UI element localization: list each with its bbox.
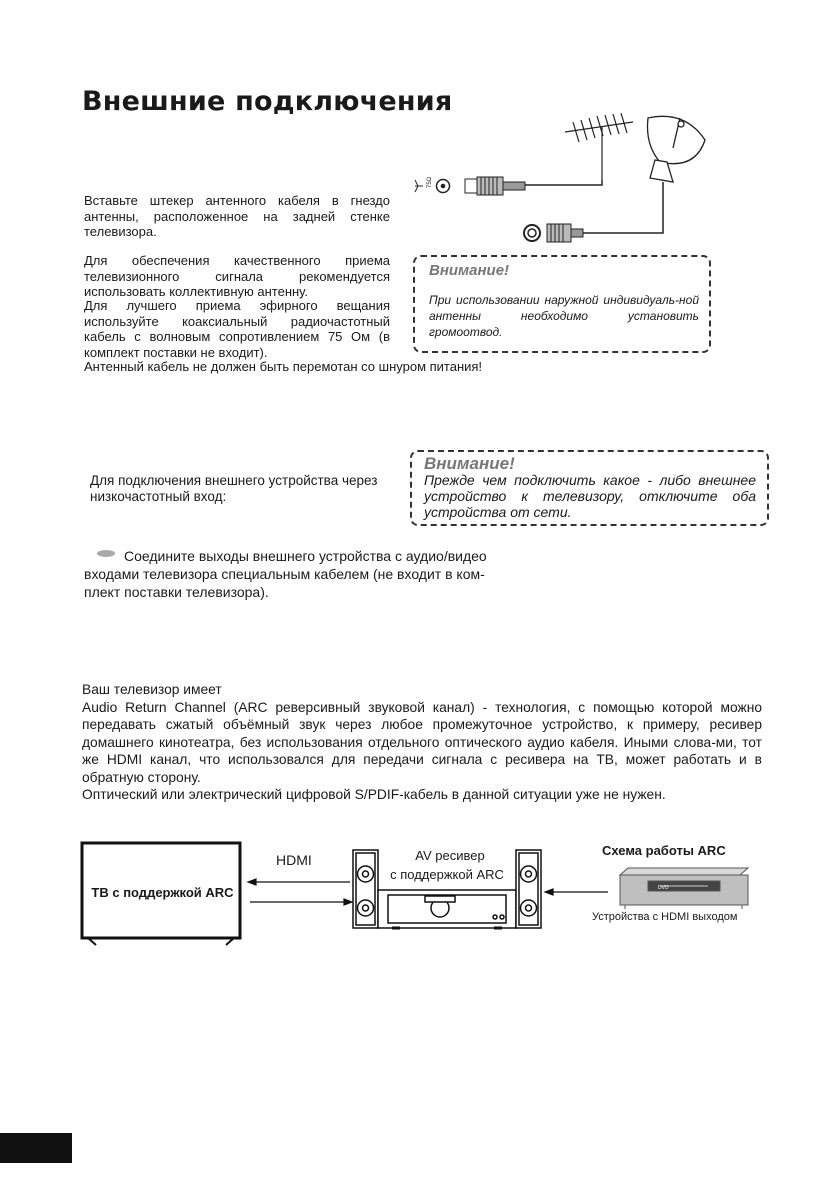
- tv-label: ТВ с поддержкой ARC: [91, 885, 234, 900]
- lowfreq-step: Соедините выходы внешнего устройства с аудио/видео входами телевизора специальным кабелем (не входит в ком-плект поставки телевизора).: [84, 548, 487, 600]
- right-speaker-icon: [516, 850, 541, 928]
- arc-diagram: [80, 835, 780, 950]
- page-footer-tab: [0, 1133, 72, 1163]
- dvd-player-icon: [620, 868, 748, 909]
- satellite-dish-icon: [648, 116, 706, 182]
- antenna-warning-title: Внимание!: [429, 262, 510, 279]
- receiver-label-line1: AV ресивер: [415, 848, 485, 863]
- lowfreq-warning-text: Прежде чем подключить какое - либо внешнее устройство к телевизору, отключите оба устройства от сети.: [424, 472, 756, 520]
- page-title: Внешние подключения: [82, 86, 453, 117]
- left-speaker-icon: [353, 850, 378, 928]
- antenna-para-2: Для обеспечения качественного приема телевизионного сигнала рекомендуется использовать коллективную антенну.: [84, 253, 390, 299]
- antenna-jack-label: 75Ω: [427, 176, 433, 188]
- antenna-para-4: Антенный кабель не должен быть перемотан со шнуром питания!: [84, 359, 483, 374]
- arc-paragraph-2: Оптический или электрический цифровой S/PDIF-кабель в данной ситуации уже не нужен.: [82, 787, 666, 802]
- lowfreq-warning-title: Внимание!: [424, 454, 515, 473]
- lowfreq-warning-box: [410, 450, 769, 526]
- arc-intro-line: Ваш телевизор имеет: [82, 682, 222, 697]
- antenna-warning-box: [413, 255, 711, 353]
- av-receiver-icon: [378, 890, 516, 928]
- device-label: Устройства с HDMI выходом: [592, 911, 738, 923]
- antenna-para-1: Вставьте штекер антенного кабеля в гнездо антенны, расположенное на задней стенке телевизора.: [84, 193, 390, 239]
- receiver-label-line2: с поддержкой ARC: [390, 867, 504, 882]
- dvd-logo-text: DVD: [658, 885, 669, 891]
- antenna-symbol-icon: [415, 180, 423, 192]
- hdmi-label: HDMI: [276, 852, 312, 868]
- arc-section: [82, 681, 762, 804]
- antenna-para-3: Для лучшего приема эфирного вещания используйте коаксиальный радиочастотный кабель с волновым сопротивлением 75 Ом (в комплект поставки не входит).: [84, 298, 390, 360]
- arc-paragraph: Audio Return Channel (ARC реверсивный звуковой канал) - технология, с помощью которой можно передавать сжатый объёмный звук через любое промежуточное устройство, к примеру, ресивер домашнего кинотеатра, без использования отдельного оптического аудио кабеля. Иными слова-ми, тот же HDMI канал, что использовался для передачи сигнала с ресивера на ТВ, может работать и в обратную сторону.: [82, 699, 762, 785]
- antenna-warning-text: При использовании наружной индивидуаль-ной антенны необходимо установить громоотвод.: [429, 293, 699, 339]
- lowfreq-intro: Для подключения внешнего устройства через низкочастотный вход:: [90, 473, 378, 504]
- antenna-diagram: [405, 100, 735, 250]
- yagi-antenna-icon: [565, 113, 633, 180]
- coax-plug-icon: [465, 177, 525, 195]
- scheme-title: Схема работы ARC: [602, 843, 726, 858]
- satellite-plug-icon: [547, 224, 583, 242]
